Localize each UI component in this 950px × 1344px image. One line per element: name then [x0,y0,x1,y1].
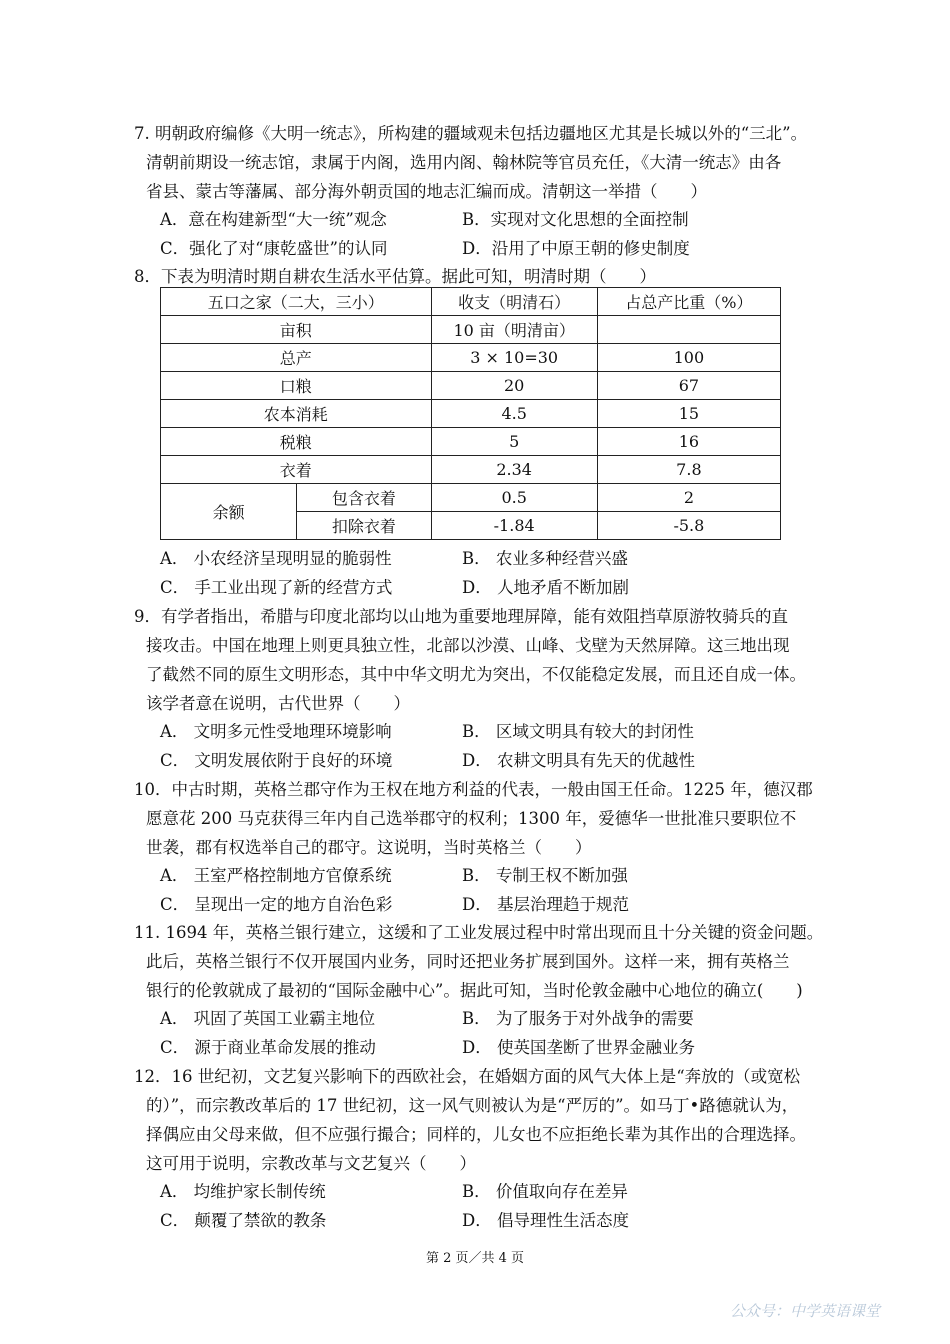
q9-stem-line-3: 了截然不同的原生文明形态，其中中华文明尤为突出，不仅能稳定发展，而且还自成一体。 [146,665,806,684]
q12-stem-line-2: 的）”，而宗教改革后的 17 世纪初，这一风气则被认为是“严厉的”。如马丁•路德就认为， [146,1096,799,1115]
q12-stem-line-1: 12．16 世纪初，文艺复兴影响下的西欧社会，在婚姻方面的风气大体上是“奔放的（或宽松 [134,1067,801,1086]
q9-stem-line-2: 接攻击。中国在地理上则更具独立性，北部以沙漠、山峰、戈壁为天然屏障。这三地出现 [146,636,790,655]
q12-option-a: A． 均维护家长制传统 [160,1182,326,1201]
q11-option-c: C． 源于商业革命发展的推动 [160,1038,376,1057]
table-cell: 20 [431,372,597,400]
q9-option-b: B． 区域文明具有较大的封闭性 [462,722,694,741]
table-cell: 衣着 [161,456,432,484]
table-cell: -1.84 [431,512,597,540]
q8-option-b: B． 农业多种经营兴盛 [462,549,628,568]
table-cell: -5.8 [597,512,780,540]
table-cell: 100 [597,344,780,372]
q10-option-c: C． 呈现出一定的地方自治色彩 [160,895,393,914]
table-cell: 7.8 [597,456,780,484]
q12-option-d: D． 倡导理性生活态度 [462,1211,629,1230]
q8-option-c: C． 手工业出现了新的经营方式 [160,578,393,597]
q7-option-d: D．沿用了中原王朝的修史制度 [462,239,690,258]
q9-option-c: C． 文明发展依附于良好的环境 [160,751,393,770]
q11-option-b: B． 为了服务于对外战争的需要 [462,1009,694,1028]
table-cell [597,316,780,344]
table-cell: 16 [597,428,780,456]
q11-stem-line-3: 银行的伦敦就成了最初的“国际金融中心”。据此可知，当时伦敦金融中心地位的确立( ) [146,981,803,1000]
table-cell: 3 × 10=30 [431,344,597,372]
q11-option-a: A． 巩固了英国工业霸主地位 [160,1009,376,1028]
table-cell: 扣除衣着 [297,512,431,540]
table-row [161,316,781,344]
q8-option-d: D． 人地矛盾不断加剧 [462,578,629,597]
table-cell: 67 [597,372,780,400]
table-cell: 包含衣着 [297,484,431,512]
page-number: 第 2 页／共 4 页 [425,1251,525,1266]
q7-option-a: A．意在构建新型“大一统”观念 [160,210,387,229]
q10-option-d: D． 基层治理趋于规范 [462,895,629,914]
q11-stem-line-2: 此后，英格兰银行不仅开展国内业务，同时还把业务扩展到国外。这样一来，拥有英格兰 [146,952,790,971]
table-cell: 2.34 [431,456,597,484]
q10-stem-line-2: 愿意花 200 马克获得三年内自己选举郡守的权利；1300 年，爱德华一世批准只要职位不 [146,809,797,828]
table-row [161,372,781,400]
q9-option-a: A． 文明多元性受地理环境影响 [160,722,392,741]
q7-option-c: C．强化了对“康乾盛世”的认同 [160,239,388,258]
table-header-cell: 收支（明清石） [431,288,597,316]
table-row [161,428,781,456]
watermark: 公众号：中学英语课堂 [729,1302,880,1320]
q11-option-d: D． 使英国垄断了世界金融业务 [462,1038,695,1057]
table-row [161,344,781,372]
q7-stem-line-2: 清朝前期设一统志馆，隶属于内阁，选用内阁、翰林院等官员充任，《大清一统志》由各 [146,153,782,172]
table-header-cell: 占总产比重（%） [597,288,780,316]
table-cell: 亩积 [161,316,432,344]
q9-stem-line-4: 该学者意在说明，古代世界（ ） [146,694,410,713]
q9-option-d: D． 农耕文明具有先天的优越性 [462,751,695,770]
q8-stem: 8．下表为明清时期自耕农生活水平估算。据此可知，明清时期（ ） [134,267,656,286]
table-header-row [161,288,781,316]
table-cell: 农本消耗 [161,400,432,428]
table-header-cell: 五口之家（二大，三小） [161,288,432,316]
q11-stem-line-1: 11. 1694 年，英格兰银行建立，这缓和了工业发展过程中时常出现而且十分关键的资金问题。 [134,923,824,942]
q7-stem-line-1: 7. 明朝政府编修《大明一统志》，所构建的疆域观未包括边疆地区尤其是长城以外的“三北”。 [134,124,808,143]
q8-option-a: A． 小农经济呈现明显的脆弱性 [160,549,392,568]
table-cell: 10 亩（明清亩） [431,316,597,344]
surplus-label-cell: 余额 [161,484,297,540]
table-cell: 总产 [161,344,432,372]
q12-option-b: B． 价值取向存在差异 [462,1182,628,1201]
q7-stem-line-3: 省县、蒙古等藩属、部分海外朝贡国的地志汇编而成。清朝这一举措（ ） [146,182,707,201]
q10-stem-line-1: 10．中古时期，英格兰郡守作为王权在地方利益的代表，一般由国王任命。1225 年，德汉郡 [134,780,813,799]
q12-stem-line-4: 这可用于说明，宗教改革与文艺复兴（ ） [146,1154,476,1173]
table-cell: 2 [597,484,780,512]
table-cell: 0.5 [431,484,597,512]
q12-option-c: C． 颠覆了禁欲的教条 [160,1211,327,1230]
q10-option-b: B． 专制王权不断加强 [462,866,628,885]
q10-option-a: A． 王室严格控制地方官僚系统 [160,866,392,885]
table-row [161,484,781,512]
table-cell: 税粮 [161,428,432,456]
q10-stem-line-3: 世袭，郡有权选举自己的郡守。这说明，当时英格兰（ ） [146,838,592,857]
table-row [161,400,781,428]
q8-data-table [160,287,781,540]
table-cell: 口粮 [161,372,432,400]
q7-option-b: B．实现对文化思想的全面控制 [462,210,689,229]
table-cell: 4.5 [431,400,597,428]
q9-stem-line-1: 9．有学者指出，希腊与印度北部均以山地为重要地理屏障，能有效阻挡草原游牧骑兵的直 [134,607,788,626]
table-cell: 5 [431,428,597,456]
table-cell: 15 [597,400,780,428]
q12-stem-line-3: 择偶应由父母来做，但不应强行撮合；同样的，儿女也不应拒绝长辈为其作出的合理选择。 [146,1125,806,1144]
table-row [161,456,781,484]
